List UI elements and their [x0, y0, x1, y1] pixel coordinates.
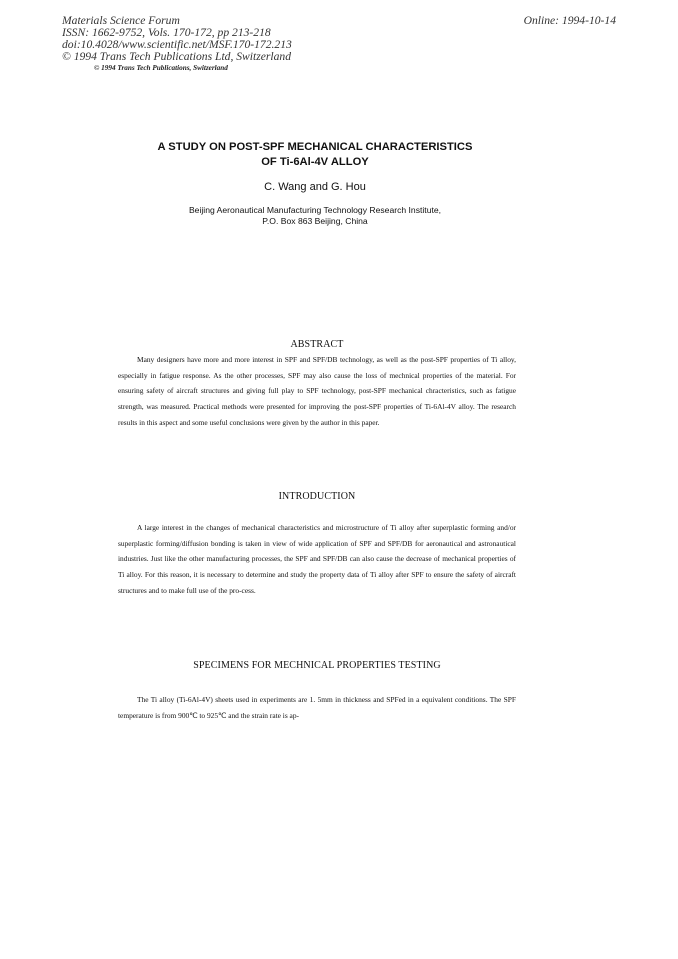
abstract-text: Many designers have more and more interest in SPF and SPF/DB technology, as well as the post-SPF properties of Ti alloy, especially in fatigue response. As the other processes, SPF may also cause the loss of mechnical properties of the material. For ensuring safety of aircraft structures and giving full play to SPF technology, post-SPF mechanical chracteristics, such as fatigue strength, was measured. Practical methods were presented for improving the post-SPF properties of Ti-6Al-4V alloy. The research results in this aspect and some useful conclusions were given by the author in this paper.: [118, 355, 516, 427]
title-line-1: A STUDY ON POST-SPF MECHANICAL CHARACTERISTICS: [157, 141, 473, 153]
affiliation-line-1: Beijing Aeronautical Manufacturing Technology Research Institute,: [188, 205, 442, 215]
copyright-line: © 1994 Trans Tech Publications Ltd, Switzerland: [62, 50, 292, 63]
doi-link[interactable]: doi:10.4028/www.scientific.net/MSF.170-172.213: [62, 38, 292, 51]
title-line-2: OF Ti-6Al-4V ALLOY: [261, 156, 369, 168]
specimens-text: The Ti alloy (Ti-6Al-4V) sheets used in experiments are 1. 5mm in thickness and SPFed in a equivalent conditions. The SPF temperature is from 900℃ to 925℃ and the strain rate is ap-: [118, 695, 516, 720]
publication-metadata: [62, 15, 292, 73]
copyright-small: © 1994 Trans Tech Publications, Switzerland: [94, 64, 228, 72]
specimens-heading: SPECIMENS FOR MECHNICAL PROPERTIES TESTING: [193, 660, 441, 671]
journal-name: Materials Science Forum: [62, 14, 180, 27]
introduction-heading: INTRODUCTION: [278, 491, 356, 502]
online-date: Online: 1994-10-14: [523, 14, 616, 27]
affiliation-line-2: P.O. Box 863 Beijing, China: [262, 215, 368, 226]
abstract-heading: ABSTRACT: [290, 339, 344, 350]
authors: C. Wang and G. Hou: [264, 181, 366, 193]
paper-title: [110, 140, 520, 170]
introduction-text: A large interest in the changes of mechanical characteristics and microstructure of Ti alloy after superplastic forming and/or superplastic forming/diffusion bonding is taken in view of wide application of SPF and SPF/DB for aeronautical and astronautical industries. Just like the other manufacturing processes, the SPF and SPF/DB can also cause the decrease of mechanical properties of Ti alloy. For this reason, it is necessary to determine and study the property data of Ti alloy after SPF to ensure the safety of aircraft structures and to make full use of the pro-cess.: [118, 523, 516, 595]
affiliation: [110, 205, 520, 226]
issn-line: ISSN: 1662-9752, Vols. 170-172, pp 213-218: [62, 26, 271, 39]
